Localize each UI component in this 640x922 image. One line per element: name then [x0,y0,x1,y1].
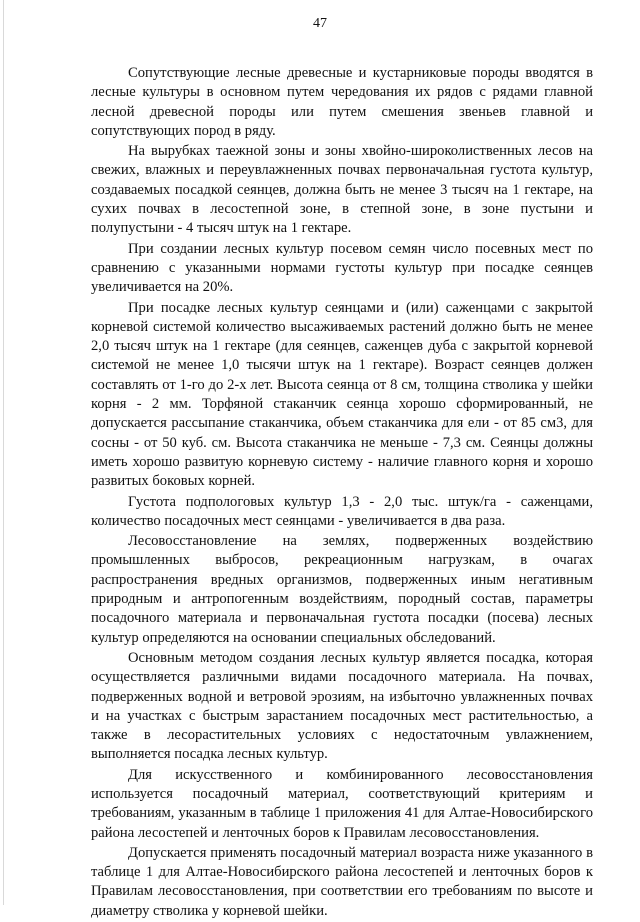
paragraph-undercanopy-density: Густота подпологовых культур 1,3 - 2,0 тыс. штук/га - саженцами, количество посадочных мест сеянцами - увеличивается в два раза. [91,493,593,529]
scan-edge-line [3,0,4,905]
paragraph-closed-root-seedlings: При посадке лесных культур сеянцами и (или) саженцами с закрытой корневой системой количество высаживаемых растений должно быть не менее 2,0 тысяч штук на 1 гектаре (для сеянцев, саженцев дуба с закрытой корневой системой не менее 1,0 тысячи штук на 1 гектаре). Возраст сеянцев должен составлять от 1-го до 2-х лет. Высота сеянца от 8 см, толщина стволика у шейки корня - 2 мм. Торфяной стаканчик сеянца хорошо сформированный, не допускается рассыпание стаканчика, объем стаканчика для ели - от 85 см3, для сосны - от 50 куб. см. Высота стаканчика не меньше - 7,3 см. Сеянцы должны иметь хорошо развитую корневую систему - наличие главного корня и хорошо развитых боковых корней. [91,299,593,490]
paragraph-seed-sowing: При создании лесных культур посевом семян число посевных мест по сравнению с указанными нормами густоты культур при посадке сеянцев увеличивается на 20%. [91,240,593,296]
paragraph-younger-material: Допускается применять посадочный материал возраста ниже указанного в таблице 1 для Алтае-Новосибирского района лесостепей и ленточных боров к Правилам лесовосстановления, при соответствии его требованиям по высоте и диаметру стволика у корневой шейки. [91,844,593,919]
paragraph-initial-density: На вырубках таежной зоны и зоны хвойно-широколиственных лесов на свежих, влажных и переувлажненных почвах первоначальная густота культур, создаваемых посадкой сеянцев, должна быть не менее 3 тысяч на 1 гектаре, на сухих почвах в лесостепной зоне, в степной зоне, в зоне пустыни и полупустыни - 4 тысяч штук на 1 гектаре. [91,143,593,237]
page-number: 47 [313,16,327,31]
document-body [91,64,593,922]
paragraph-planting-material: Для искусственного и комбинированного лесовосстановления используется посадочный материал, соответствующий критериям и требованиям, указанным в таблице 1 приложения 41 для Алтае-Новосибирского района лесостепей и ленточных боров к Правилам лесовосстановления. [91,766,593,841]
paragraph-planting-method: Основным методом создания лесных культур является посадка, которая осуществляется различными видами посадочного материала. На почвах, подверженных водной и ветровой эрозиям, на избыточно увлажненных почвах и на участках с быстрым зарастанием посадочных мест растительностью, а также в лесорастительных условиях с недостаточным увлажнением, выполняется посадка лесных культур. [91,649,593,763]
paragraph-impacted-lands: Лесовосстановление на землях, подверженных воздействию промышленных выбросов, рекреационным нагрузкам, в очагах распространения вредных организмов, подверженных иным негативным природным и антропогенным воздействиям, породный состав, параметры посадочного материала и первоначальная густота посадки (посева) лесных культур определяются на основании специальных обследований. [91,533,593,646]
paragraph-accompanying-species: Сопутствующие лесные древесные и кустарниковые породы вводятся в лесные культуры в основном путем чередования их рядов с рядами главной лесной древесной породы или путем смешения звеньев главной и сопутствующих пород в ряду. [91,65,593,139]
